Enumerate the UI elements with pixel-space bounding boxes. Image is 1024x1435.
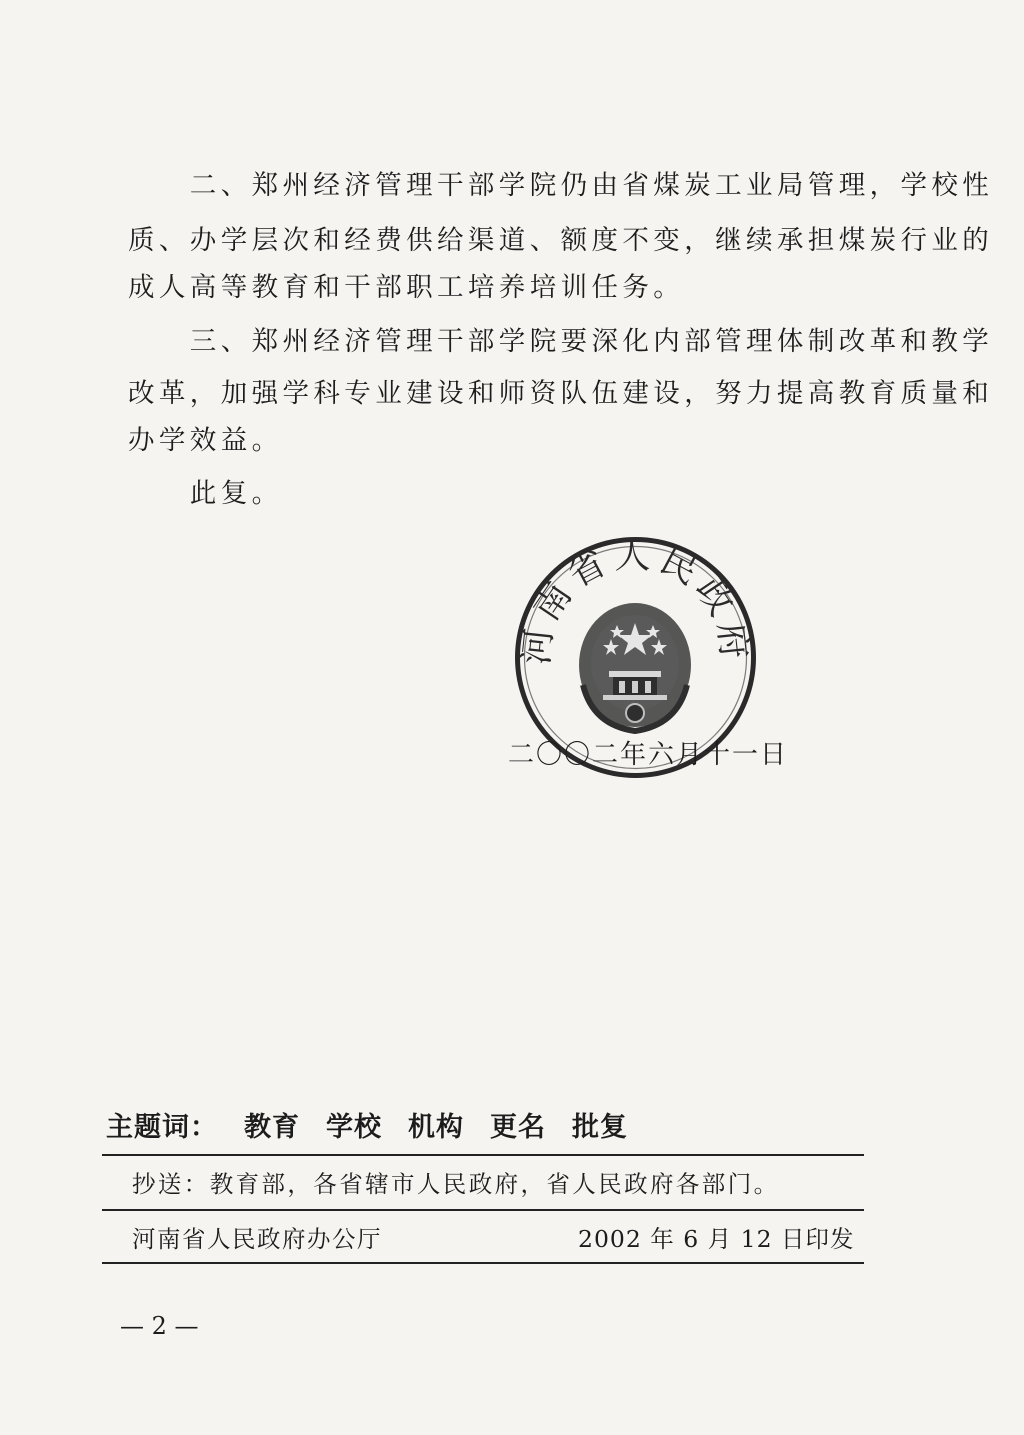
keyword: 学校 — [326, 1112, 382, 1143]
paragraph-2-line-1: 二、郑州经济管理干部学院仍由省煤炭工业局管理，学校性 — [128, 170, 994, 201]
subject-words — [106, 1105, 628, 1144]
issue-date: 2002 年 6 月 12 日印发 — [578, 1225, 855, 1253]
paragraph-2-line-2: 质、办学层次和经费供给渠道、额度不变，继续承担煤炭行业的 — [128, 225, 994, 256]
national-emblem-icon — [579, 603, 691, 731]
divider-middle — [102, 1209, 864, 1211]
divider-top — [102, 1154, 864, 1156]
paragraph-2-line-3: 成人高等教育和干部职工培养培训任务。 — [128, 272, 685, 303]
subject-label: 主题词： — [106, 1112, 218, 1143]
issuing-office: 河南省人民政府办公厅 — [132, 1225, 382, 1253]
cc-line: 抄送：教育部，各省辖市人民政府，省人民政府各部门。 — [132, 1170, 780, 1198]
paragraph-3-line-2: 改革，加强学科专业建设和师资队伍建设，努力提高教育质量和 — [128, 378, 994, 409]
keyword: 机构 — [408, 1112, 464, 1143]
seal-text: 河南省人民政府 — [515, 535, 756, 667]
keyword: 更名 — [490, 1112, 546, 1143]
paragraph-3-line-1: 三、郑州经济管理干部学院要深化内部管理体制改革和教学 — [128, 326, 994, 357]
divider-bottom — [102, 1262, 864, 1264]
signature-date: 二〇〇二年六月十一日 — [508, 740, 789, 770]
keyword: 批复 — [572, 1112, 628, 1143]
paragraph-3-line-3: 办学效益。 — [128, 425, 283, 456]
closing-text: 此复。 — [128, 478, 283, 509]
page-number: — 2 — — [120, 1312, 199, 1340]
keyword: 教育 — [244, 1112, 300, 1143]
